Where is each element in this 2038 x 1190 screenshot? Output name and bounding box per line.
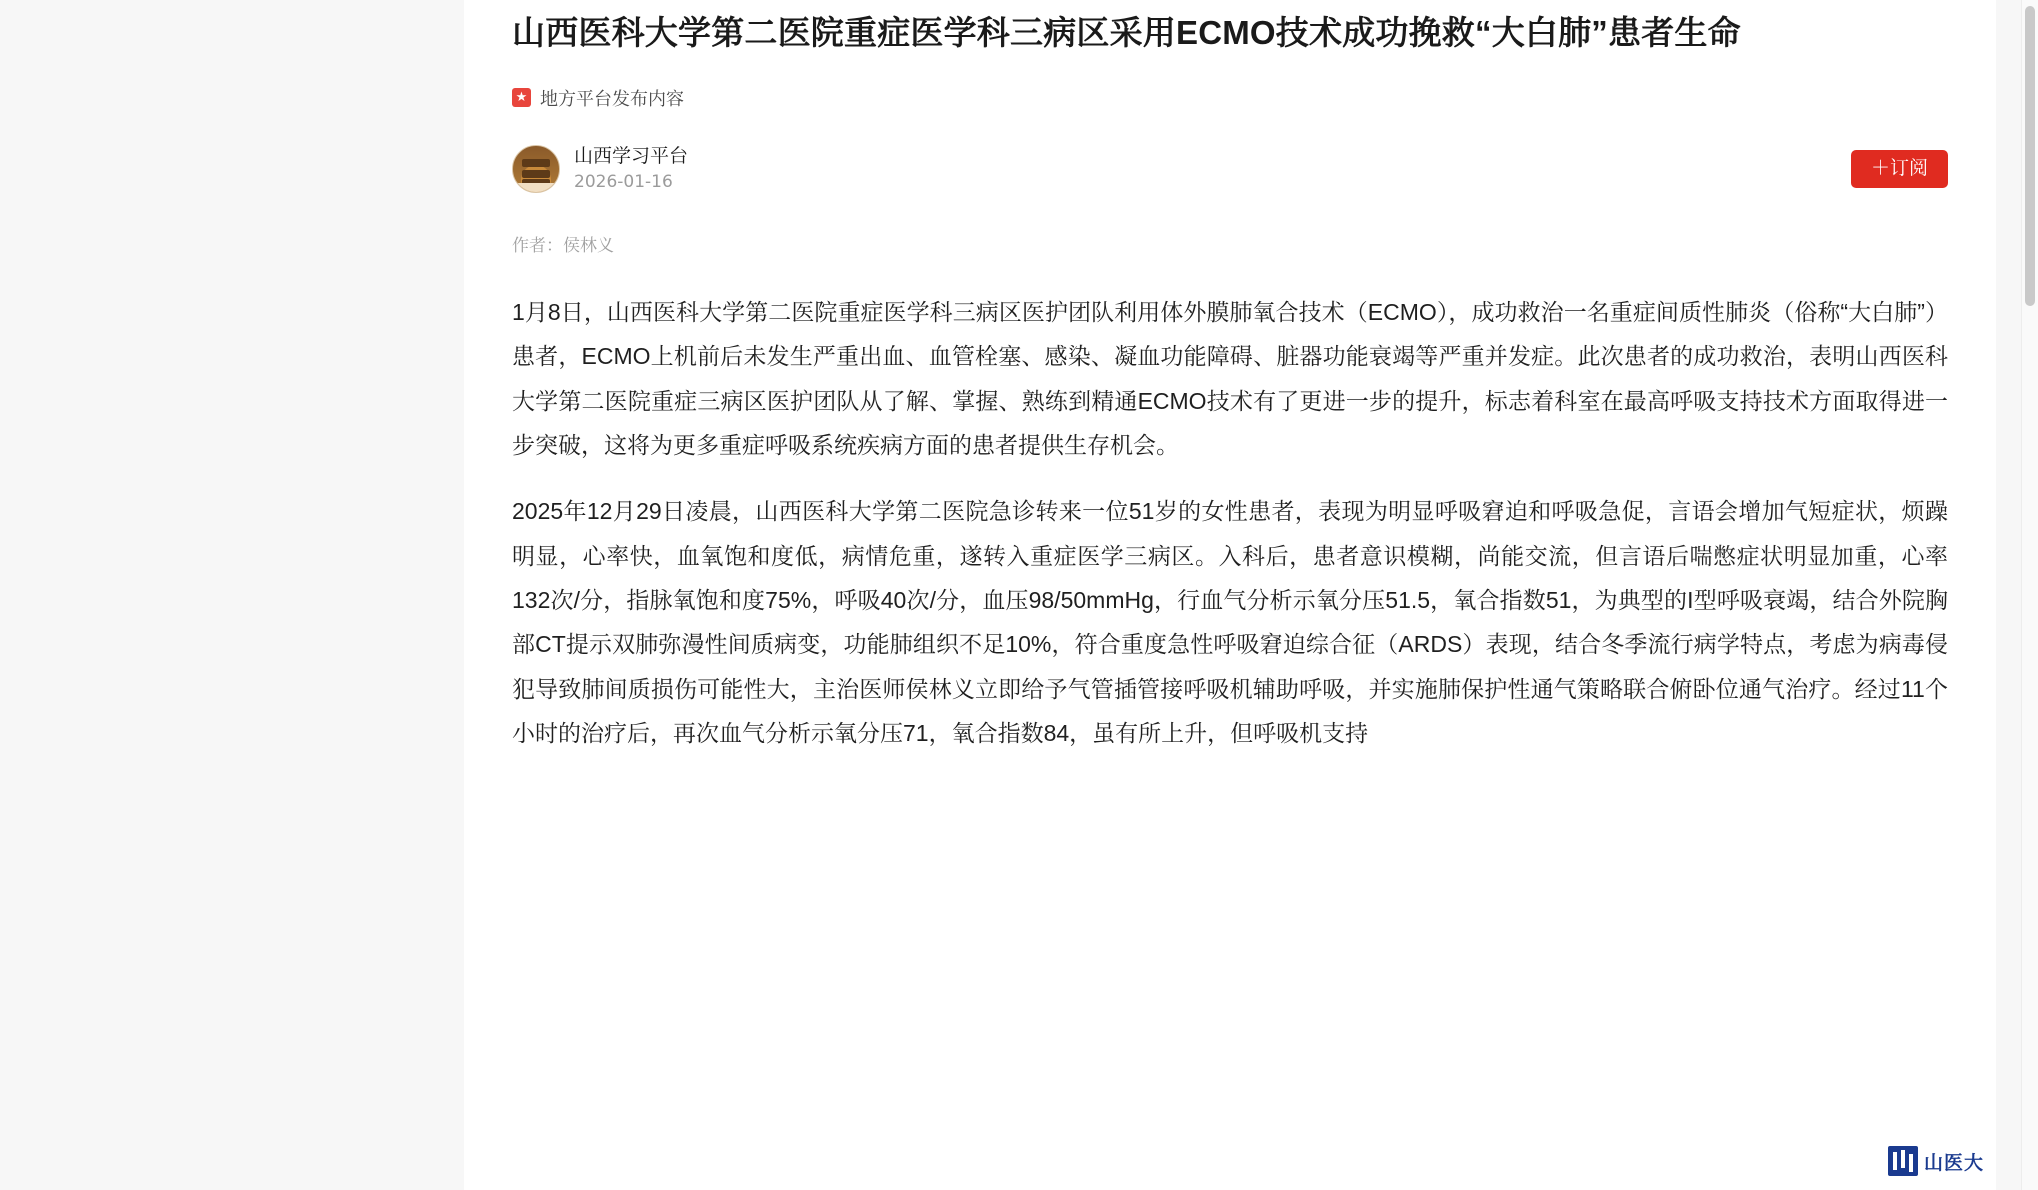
watermark xyxy=(1888,1146,1984,1176)
page-gutter-left xyxy=(0,0,464,1190)
page-scrollbar[interactable] xyxy=(2021,0,2038,1190)
university-logo-icon xyxy=(1888,1146,1918,1176)
content-source-tag xyxy=(512,87,1948,109)
publisher-name[interactable]: 山西学习平台 xyxy=(574,145,689,167)
article-container xyxy=(464,0,1996,1190)
subscribe-button[interactable]: ＋订阅 xyxy=(1851,150,1948,188)
article-body xyxy=(512,290,1948,756)
byline: 作者：侯林义 xyxy=(512,235,614,255)
article-paragraph: 1月8日，山西医科大学第二医院重症医学科三病区医护团队利用体外膜肺氧合技术（ECMO），成功救治一名重症间质性肺炎（俗称“大白肺”）患者，ECMO上机前后未发生严重出血、血管栓塞、感染、凝血功能障碍、脏器功能衰竭等严重并发症。此次患者的成功救治，表明山西医科大学第二医院重症三病区医护团队从了解、掌握、熟练到精通ECMO技术有了更进一步的提升，标志着科室在最高呼吸支持技术方面取得进一步突破，这将为更多重症呼吸系统疾病方面的患者提供生存机会。 xyxy=(512,298,1948,458)
article-paragraph: 2025年12月29日凌晨，山西医科大学第二医院急诊转来一位51岁的女性患者，表现为明显呼吸窘迫和呼吸急促，言语会增加气短症状，烦躁明显，心率快，血氧饱和度低，病情危重，遂转入重症医学三病区。入科后，患者意识模糊，尚能交流，但言语后喘憋症状明显加重，心率132次/分，指脉氧饱和度75%，呼吸40次/分，血压98/50mmHg，行血气分析示氧分压51.5，氧合指数51，为典型的I型呼吸衰竭，结合外院胸部CT提示双肺弥漫性间质病变，功能肺组织不足10%，符合重度急性呼吸窘迫综合征（ARDS）表现，结合冬季流行病学特点，考虑为病毒侵犯导致肺间质损伤可能性大，主治医师侯林义立即给予气管插管接呼吸机辅助呼吸，并实施肺保护性通气策略联合俯卧位通气治疗。经过11个小时的治疗后，再次血气分析示氧分压71，氧合指数84，虽有所上升，但呼吸机支持 xyxy=(512,498,1948,747)
publish-date: 2026-01-16 xyxy=(574,171,673,192)
content-source-tag-label: 地方平台发布内容 xyxy=(540,88,684,109)
publisher-avatar[interactable] xyxy=(512,145,560,193)
page-title: 山西医科大学第二医院重症医学科三病区采用ECMO技术成功挽救“大白肺”患者生命 xyxy=(512,14,1741,51)
page-scrollbar-thumb[interactable] xyxy=(2025,6,2035,306)
publisher-meta xyxy=(574,144,688,194)
watermark-label: 山医大 xyxy=(1923,1152,1984,1174)
publisher-row xyxy=(512,143,1948,195)
local-platform-badge-icon: ★ xyxy=(512,88,531,107)
